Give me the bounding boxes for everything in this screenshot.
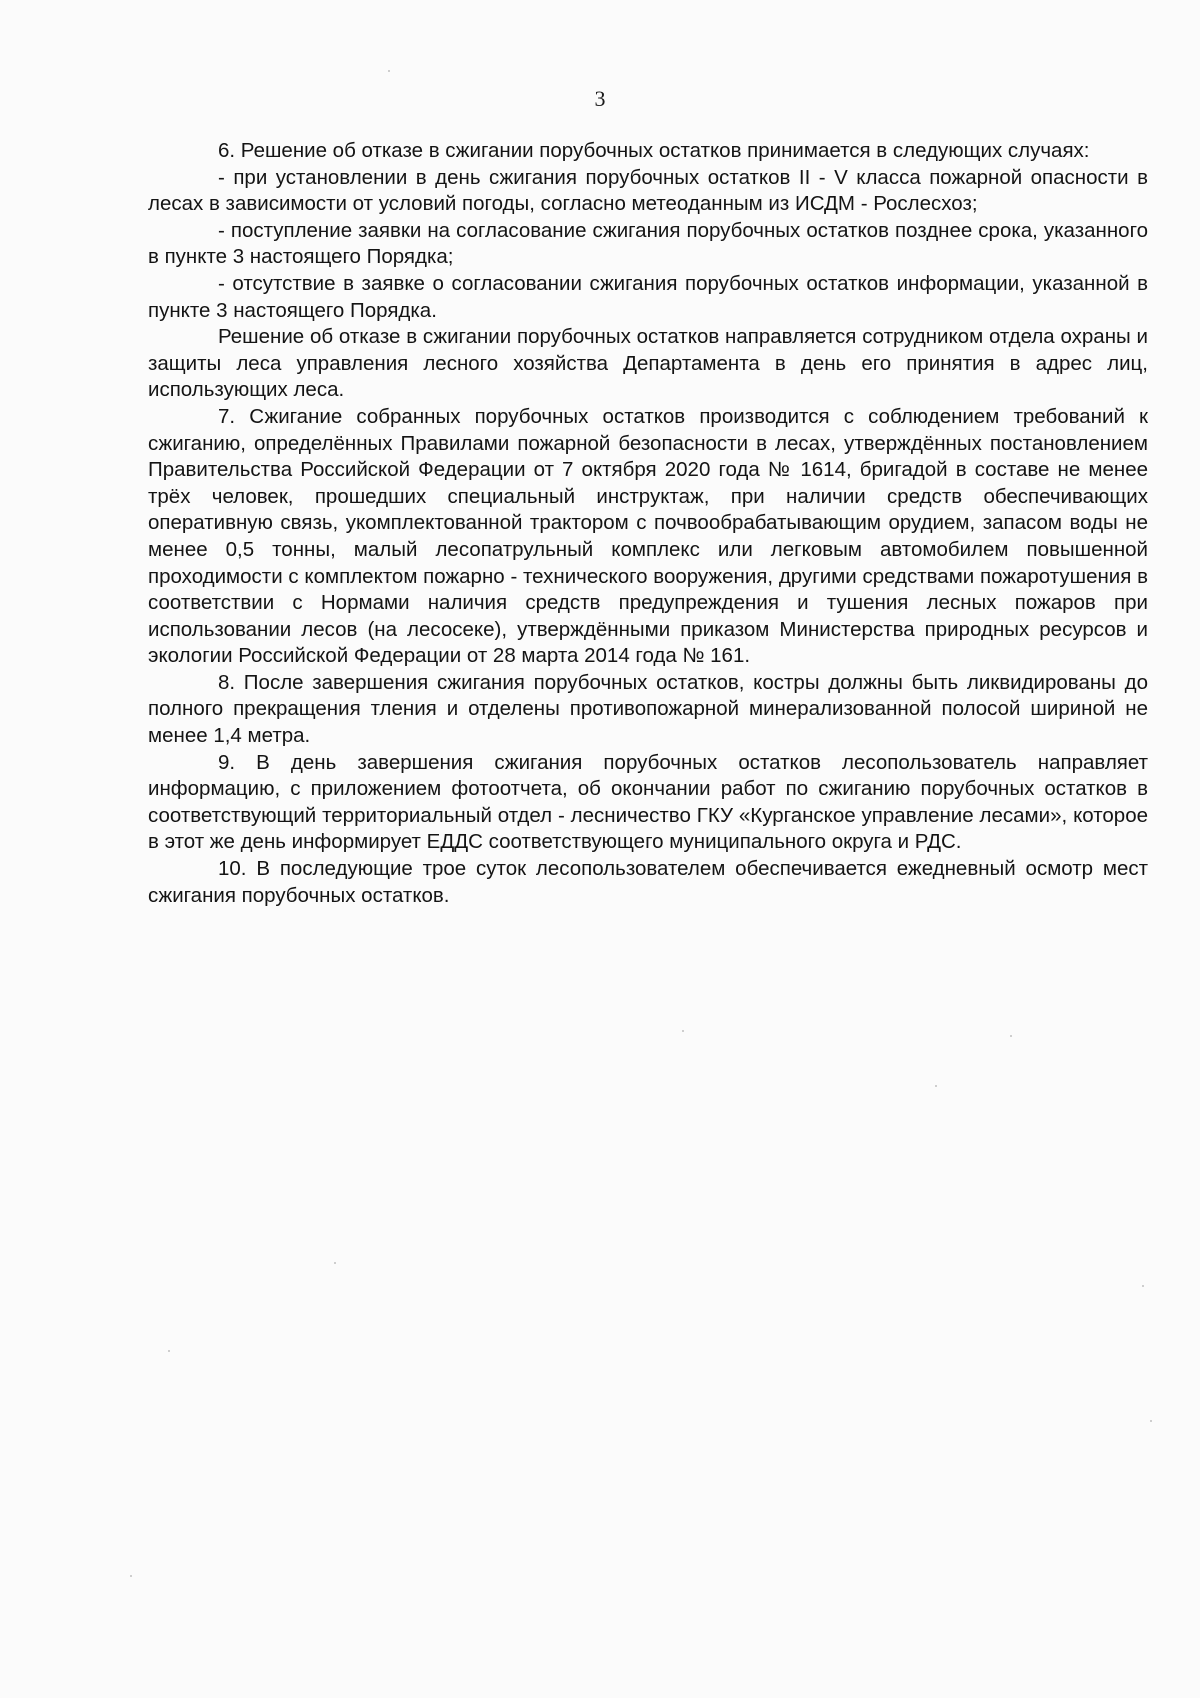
paragraph-refusal-notice: Решение об отказе в сжигании порубочных остатков направляется сотрудником отдела охраны и защиты леса управления лесного хозяйства Департамента в день его принятия в адрес лиц, использующих леса. <box>148 325 1148 402</box>
paragraph-7: 7. Сжигание собранных порубочных остатков производится с соблюдением требований к сжиганию, определённых Правилами пожарной безопасности в лесах, утверждённых постановлением Правительства Российской Федерации от 7 октября 2020 года № 1614, бригадой в составе не менее трёх человек, прошедших специальный инструктаж, при наличии средств обеспечивающих оперативную связь, укомплектованной трактором с почвообрабатывающим орудием, запасом воды не менее 0,5 тонны, малый лесопатрульный комплекс или легковым автомобилем повышенной проходимости с комплектом пожарно - технического вооружения, другими средствами пожаротушения в соответствии с Нормами наличия средств предупреждения и тушения лесных пожаров при использовании лесов (на лесосеке), утверждёнными приказом Министерства природных ресурсов и экологии Российской Федерации от 28 марта 2014 года № 161. <box>148 404 1148 668</box>
scan-speck <box>334 1262 336 1264</box>
scan-speck <box>935 1085 937 1087</box>
paragraph-8: 8. После завершения сжигания порубочных остатков, костры должны быть ликвидированы до полного прекращения тления и отделены противопожарной минерализованной полосой шириной не менее 1,4 метра. <box>148 670 1148 748</box>
document-body <box>148 138 1148 909</box>
scan-speck <box>130 1575 132 1577</box>
page-number: 3 <box>594 86 606 111</box>
scan-speck <box>168 1350 170 1352</box>
scan-speck <box>1142 1285 1144 1287</box>
list-item-missing-info: - отсутствие в заявке о согласовании сжигания порубочных остатков информации, указанной в пункте 3 настоящего Порядка. <box>148 271 1148 322</box>
list-item-fire-class: - при установлении в день сжигания порубочных остатков II - V класса пожарной опасности в лесах в зависимости от условий погоды, согласно метеоданным из ИСДМ - Рослесхоз; <box>148 165 1148 216</box>
paragraph-9: 9. В день завершения сжигания порубочных остатков лесопользователь направляет информацию, с приложением фотоотчета, об окончании работ по сжиганию порубочных остатков в соответствующий территориальный отдел - лесничество ГКУ «Курганское управление лесами», которое в этот же день информирует ЕДДС соответствующего муниципального округа и РДС. <box>148 750 1148 854</box>
scan-speck <box>682 1030 684 1032</box>
paragraph-10: 10. В последующие трое суток лесопользователем обеспечивается ежедневный осмотр мест сжигания порубочных остатков. <box>148 857 1148 907</box>
scan-speck <box>388 70 390 72</box>
paragraph-6: 6. Решение об отказе в сжигании порубочных остатков принимается в следующих случаях: <box>218 139 1090 162</box>
scan-speck <box>1150 1420 1152 1422</box>
scan-speck <box>1010 1035 1012 1037</box>
list-item-late-application: - поступление заявки на согласование сжигания порубочных остатков позднее срока, указанного в пункте 3 настоящего Порядка; <box>148 218 1148 269</box>
